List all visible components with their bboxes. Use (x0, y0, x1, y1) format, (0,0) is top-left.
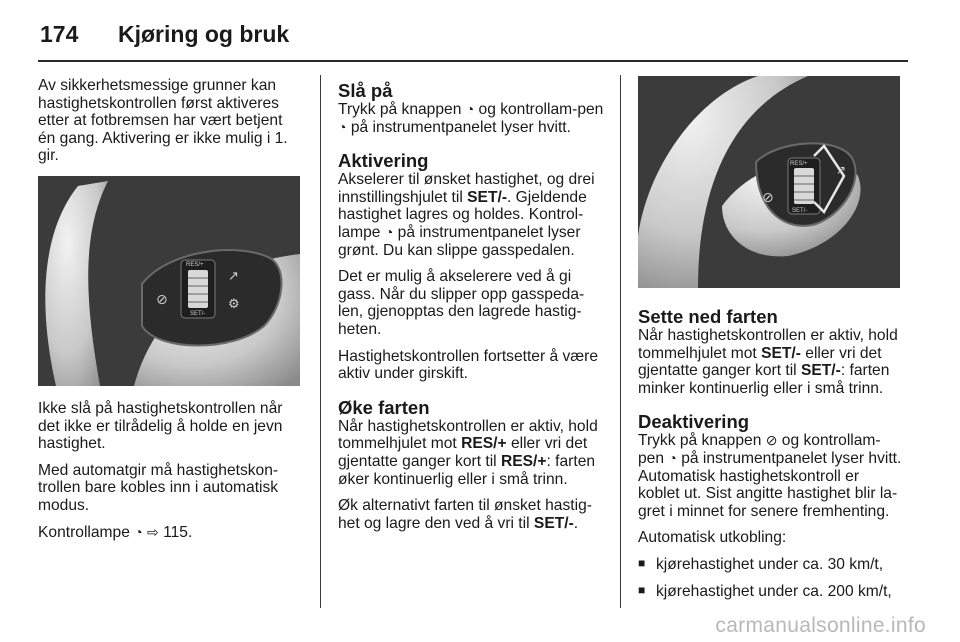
column-2 (338, 80, 604, 541)
watermark: carmanualsonline.info (715, 614, 926, 637)
speedometer-icon: ◔ (465, 101, 475, 117)
lamp-reference: Kontrollampe ◔ ⇨ 115. (38, 523, 193, 541)
res-label-2: RES/+ (790, 161, 808, 167)
accelerate-paragraph: Det er mulig å akselerere ved å gi gass. Når du slipper opp gasspeda-len, gjenopptas den lagrede hastig-heten. (338, 268, 585, 338)
activation-paragraph: Akselerer til ønsket hastighet, og drei innstillingshjulet til SET/-. Gjeldende hastighet lagres og holdes. Kontrol-lampe ◔ på instrumentpanelet lyser grønt. Du kan slippe gasspedalen. (338, 171, 595, 259)
res-label: RES/+ (186, 262, 204, 268)
column-1 (38, 77, 302, 174)
deactivation-paragraph: Trykk på knappen ⊘ og kontrollam-pen ◔ på instrumentpanelet lyser hvitt. Automatisk hastighetskontroll er koblet ut. Sist angitte hastighet blir la-gret i minnet for senere fremhenting. (638, 432, 902, 520)
warning-paragraph: Ikke slå på hastighetskontrollen når det ikke er tilrådelig å holde en jevn hastighet. (38, 400, 283, 453)
column-divider-2 (620, 75, 621, 608)
steering-wheel-photo-1 (38, 176, 300, 386)
cruise-off-icon: ⊘ (765, 432, 778, 449)
automatic-paragraph: Med automatgir må hastighetskon-trollen bare kobles inn i automatisk modus. (38, 461, 279, 514)
increase-paragraph: Når hastighetskontrollen er aktiv, hold tommelhjulet mot RES/+ eller vri det gjentatte ganger kort til RES/+: farten øker kontinuerlig eller i små trinn. (338, 417, 598, 488)
column-divider-1 (320, 75, 321, 608)
list-item: ■ kjørehastighet under ca. 30 km/t, (638, 556, 904, 574)
heading-decrease: Sette ned farten (638, 306, 778, 327)
page-title: Kjøring og bruk (118, 20, 290, 47)
speedometer-icon: ◔ (134, 523, 143, 540)
steering-wheel-photo-2 (638, 76, 900, 288)
on-paragraph: Trykk på knappen ◔ og kontrollam-pen ◔ på instrumentpanelet lyser hvitt. (338, 101, 604, 136)
heading-deactivation: Deaktivering (638, 411, 750, 433)
column-3 (638, 306, 904, 609)
heading-increase: Øke farten (338, 396, 430, 418)
header-rule (38, 60, 908, 62)
speedometer-icon: ◔ (668, 449, 677, 466)
page-reference-icon: ⇨ (147, 523, 159, 540)
gearshift-paragraph: Hastighetskontrollen fortsetter å være aktiv under girskift. (338, 347, 599, 383)
speedometer-icon: ◔ (384, 223, 394, 240)
speedometer-icon: ◔ (338, 118, 347, 135)
heading-on: Slå på (338, 80, 393, 101)
alternative-paragraph: Øk alternativt farten til ønsket hastig-het og lagre den ved å vri til SET/-. (338, 497, 592, 532)
set-label-2: SET/- (792, 208, 808, 214)
auto-off-list (638, 556, 904, 600)
steering-wheel-illustration (38, 176, 300, 386)
page-number: 174 (40, 20, 79, 47)
heading-activation: Aktivering (338, 150, 429, 172)
svg-text:⊘: ⊘ (156, 292, 168, 308)
svg-text:↗: ↗ (836, 163, 847, 177)
page-header (40, 14, 289, 54)
svg-text:⊘: ⊘ (762, 190, 774, 206)
svg-text:⚙: ⚙ (228, 297, 240, 312)
svg-text:↗: ↗ (228, 269, 239, 284)
column-1-lower (38, 400, 302, 550)
set-label: SET/- (190, 311, 206, 317)
intro-paragraph: Av sikkerhetsmessige grunner kan hastighetskontrollen først aktiveres etter at fotbremsen har vært betjent én gang. Aktivering er ikke mulig i 1. gir. (38, 77, 288, 165)
list-item: ■ kjørehastighet under ca. 200 km/t, (638, 583, 904, 601)
steering-wheel-illustration-2 (638, 76, 900, 288)
auto-off-heading: Automatisk utkobling: (638, 529, 787, 547)
decrease-paragraph: Når hastighetskontrollen er aktiv, hold tommelhjulet mot SET/- eller vri det gjentatte ganger kort til SET/-: farten minker kontinuerlig eller i små trinn. (638, 327, 898, 397)
